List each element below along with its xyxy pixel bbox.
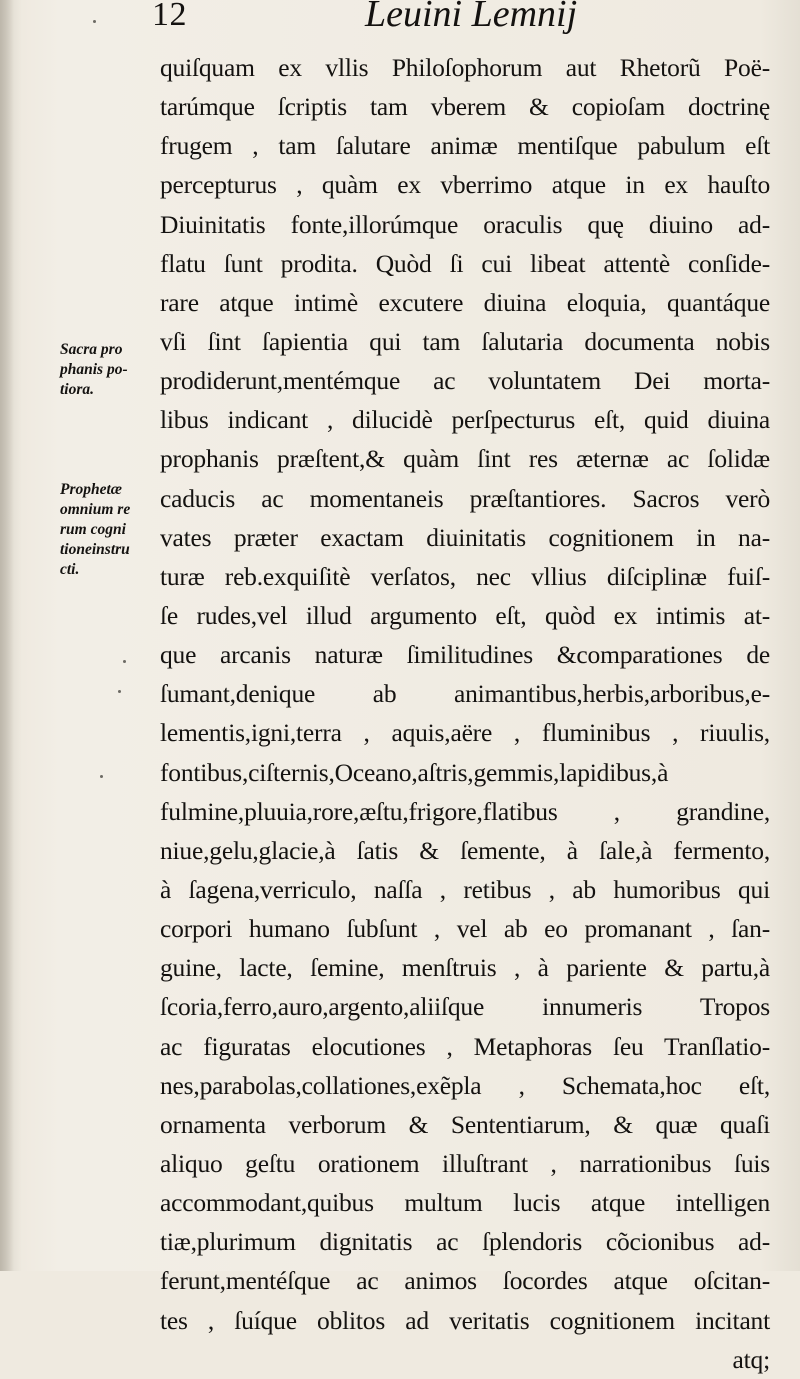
text-line: guine, lacte, ſemine, menſtruis , à pariente & partu,à xyxy=(160,953,770,983)
marginal-note-line: Sacra pro xyxy=(60,341,123,358)
text-line: quiſquam ex vllis Philoſophorum aut Rhetorũ Poë- xyxy=(160,53,770,82)
ink-speck xyxy=(118,690,121,693)
text-line: ſcoria,ferro,auro,argento,aliiſque innumeris Tropos xyxy=(160,992,770,1022)
text-line: tes , ſuíque oblitos ad veritatis cognitionem incitant xyxy=(160,1305,770,1335)
text-line: caducis ac momentaneis præſtantiores. Sacros verò xyxy=(160,483,770,513)
marginal-note-line: tiora. xyxy=(60,381,95,398)
text-line: prodiderunt,mentémque ac voluntatem Dei morta- xyxy=(160,366,770,396)
text-line: fontibus,ciſternis,Oceano,aſtris,gemmis,lapidibus,à xyxy=(160,757,669,787)
text-line: fulmine,pluuia,rore,æſtu,frigore,flatibus , grandine, xyxy=(160,796,770,826)
text-line: aliquo geſtu orationem illuſtrant , narrationibus ſuis xyxy=(160,1148,770,1178)
text-line: lementis,igni,terra , aquis,aëre , fluminibus , riuulis, xyxy=(160,718,770,748)
text-line: nes,parabolas,collationes,exẽpla , Schemata,hoc eſt, xyxy=(160,1070,770,1100)
text-line: accommodant,quibus multum lucis atque intelligen xyxy=(160,1188,770,1218)
ink-speck xyxy=(93,20,96,23)
text-line: ornamenta verborum & Sententiarum, & quæ quaſi xyxy=(160,1109,770,1139)
text-line: flatu ſunt prodita. Quòd ſi cui libeat attentè conſide- xyxy=(160,248,770,278)
text-line: ſumant,denique ab animantibus,herbis,arboribus,e- xyxy=(160,679,770,709)
text-line: prophanis præſtent,& quàm ſint res æternæ ac ſolidæ xyxy=(160,444,770,474)
text-line: niue,gelu,glacie,à ſatis & ſemente, à ſale,à fermento, xyxy=(160,835,770,865)
page-gutter-shadow xyxy=(0,0,14,1271)
marginal-note-line: rum cogni xyxy=(60,521,126,538)
text-line: vſi ſint ſapientia qui tam ſalutaria documenta nobis xyxy=(160,326,770,356)
text-line: ac figuratas elocutiones , Metaphoras ſeu Tranſlatio- xyxy=(160,1031,770,1061)
running-head: Leuini Lemnij xyxy=(365,0,578,35)
marginal-note-line: omnium re xyxy=(60,501,131,518)
text-line: tarúmque ſcriptis tam vberem & copioſam doctrinę xyxy=(160,92,770,122)
page-number: 12 xyxy=(152,0,187,33)
text-line: que arcanis naturæ ſimilitudines &comparationes de xyxy=(160,640,770,670)
text-line: vates præter exactam diuinitatis cognitionem in na- xyxy=(160,522,770,552)
marginal-note xyxy=(60,340,160,400)
text-line: ferunt,mentéſque ac animos ſocordes atque oſcitan- xyxy=(160,1266,770,1296)
text-line: rare atque intimè excutere diuina eloquia, quantáque xyxy=(160,287,770,317)
text-line: frugem , tam ſalutare animæ mentiſque pabulum eſt xyxy=(160,131,770,161)
text-line: tiæ,plurimum dignitatis ac ſplendoris cõcionibus ad- xyxy=(160,1227,770,1257)
text-line: Diuinitatis fonte,illorúmque oraculis quę diuino ad- xyxy=(160,209,770,239)
marginal-note xyxy=(60,480,160,580)
marginal-note-line: tioneinstru xyxy=(60,541,130,558)
ink-speck xyxy=(123,660,126,663)
marginal-note-line: phanis po- xyxy=(60,361,128,378)
text-line: à ſagena,verriculo, naſſa , retibus , ab humoribus qui xyxy=(160,874,770,904)
text-line: libus indicant , dilucidè perſpecturus eſt, quid diuina xyxy=(160,405,770,435)
page-header xyxy=(150,0,760,42)
text-line: ſe rudes,vel illud argumento eſt, quòd ex intimis at- xyxy=(160,600,770,630)
text-line: percepturus , quàm ex vberrimo atque in ex hauſto xyxy=(160,170,770,200)
catchword: atq; xyxy=(732,1344,770,1374)
marginal-note-line: cti. xyxy=(60,561,80,578)
body-text xyxy=(160,48,770,1379)
marginal-note-line: Prophetæ xyxy=(60,481,122,498)
text-line: turæ reb.exquiſitè verſatos, nec vllius diſciplinæ fuiſ- xyxy=(160,561,770,591)
ink-speck xyxy=(100,775,103,778)
text-line: corpori humano ſubſunt , vel ab eo promanant , ſan- xyxy=(160,914,770,944)
